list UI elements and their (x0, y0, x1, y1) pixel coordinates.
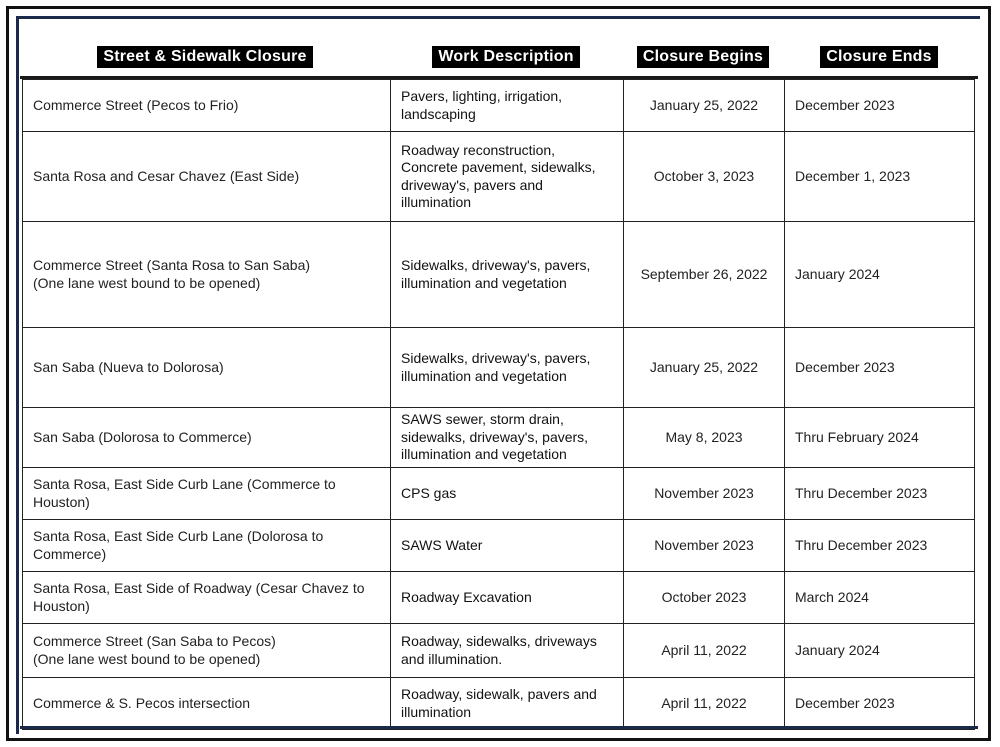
ends-cell: December 1, 2023 (785, 132, 975, 222)
begins-cell: September 26, 2022 (624, 222, 785, 328)
street-cell: San Saba (Nueva to Dolorosa) (23, 328, 391, 408)
table-row (23, 408, 975, 468)
table-row (23, 572, 975, 624)
begins-cell: May 8, 2023 (624, 408, 785, 468)
street-cell: Commerce Street (Pecos to Frio) (23, 80, 391, 132)
header-ends: Closure Ends (820, 46, 938, 68)
header-description: Work Description (432, 46, 579, 68)
table-row (23, 678, 975, 730)
street-cell: San Saba (Dolorosa to Commerce) (23, 408, 391, 468)
street-cell: Santa Rosa, East Side Curb Lane (Commerce to Houston) (23, 468, 391, 520)
street-cell: Santa Rosa, East Side of Roadway (Cesar Chavez to Houston) (23, 572, 391, 624)
begins-cell: October 2023 (624, 572, 785, 624)
table-row (23, 328, 975, 408)
ends-cell: December 2023 (785, 80, 975, 132)
table-row (23, 624, 975, 678)
ends-cell: Thru December 2023 (785, 520, 975, 572)
description-cell: CPS gas (391, 468, 624, 520)
header-street: Street & Sidewalk Closure (97, 46, 312, 68)
description-cell: Roadway, sidewalk, pavers and illumination (391, 678, 624, 730)
ends-cell: Thru December 2023 (785, 468, 975, 520)
table-row (23, 80, 975, 132)
table-row (23, 222, 975, 328)
table-row (23, 468, 975, 520)
table-row (23, 520, 975, 572)
begins-cell: January 25, 2022 (624, 80, 785, 132)
street-cell: Santa Rosa, East Side Curb Lane (Dolorosa to Commerce) (23, 520, 391, 572)
ends-cell: January 2024 (785, 624, 975, 678)
street-cell: Commerce Street (Santa Rosa to San Saba) (One lane west bound to be opened) (23, 222, 391, 328)
table-bottom-rule (20, 726, 978, 729)
street-cell: Commerce Street (San Saba to Pecos) (One lane west bound to be opened) (23, 624, 391, 678)
description-cell: Roadway, sidewalks, driveways and illumination. (391, 624, 624, 678)
header-description-cell (390, 44, 622, 70)
begins-cell: April 11, 2022 (624, 678, 785, 730)
ends-cell: December 2023 (785, 328, 975, 408)
closure-table (22, 79, 975, 730)
ends-cell: December 2023 (785, 678, 975, 730)
table-row (23, 132, 975, 222)
header-ends-cell (784, 44, 974, 70)
description-cell: SAWS sewer, storm drain, sidewalks, driveway's, pavers, illumination and vegetation (391, 408, 624, 468)
street-cell: Santa Rosa and Cesar Chavez (East Side) (23, 132, 391, 222)
begins-cell: October 3, 2023 (624, 132, 785, 222)
begins-cell: January 25, 2022 (624, 328, 785, 408)
ends-cell: January 2024 (785, 222, 975, 328)
begins-cell: November 2023 (624, 520, 785, 572)
description-cell: Roadway reconstruction, Concrete pavement, sidewalks, driveway's, pavers and illumination (391, 132, 624, 222)
ends-cell: Thru February 2024 (785, 408, 975, 468)
description-cell: Pavers, lighting, irrigation, landscaping (391, 80, 624, 132)
header-begins: Closure Begins (637, 46, 769, 68)
header-street-cell (20, 44, 390, 70)
description-cell: Sidewalks, driveway's, pavers, illumination and vegetation (391, 222, 624, 328)
description-cell: Roadway Excavation (391, 572, 624, 624)
table-header (20, 42, 978, 78)
ends-cell: March 2024 (785, 572, 975, 624)
header-begins-cell (622, 44, 784, 70)
begins-cell: April 11, 2022 (624, 624, 785, 678)
begins-cell: November 2023 (624, 468, 785, 520)
description-cell: SAWS Water (391, 520, 624, 572)
street-cell: Commerce & S. Pecos intersection (23, 678, 391, 730)
description-cell: Sidewalks, driveway's, pavers, illumination and vegetation (391, 328, 624, 408)
